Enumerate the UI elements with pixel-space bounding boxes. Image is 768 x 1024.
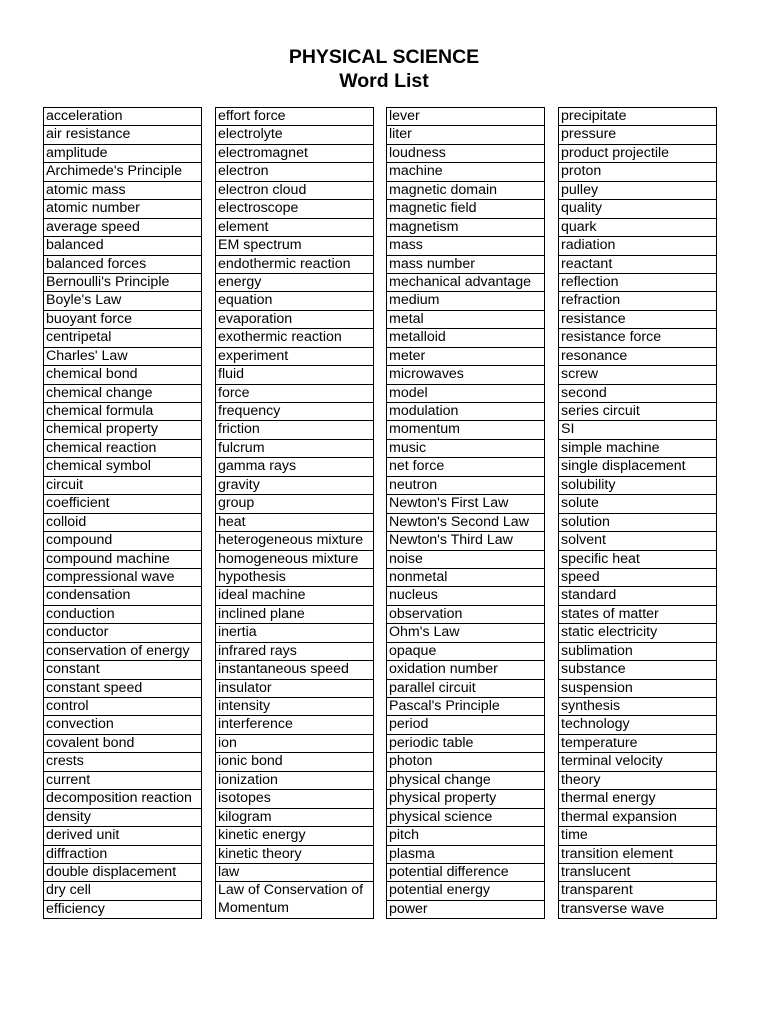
word-cell: kinetic theory: [216, 846, 373, 864]
word-cell: model: [387, 385, 544, 403]
word-cell: precipitate: [559, 108, 716, 126]
word-cell: average speed: [44, 219, 201, 237]
word-cell: nucleus: [387, 587, 544, 605]
word-cell: gravity: [216, 477, 373, 495]
word-cell: evaporation: [216, 311, 373, 329]
word-cell: medium: [387, 292, 544, 310]
word-cell: resonance: [559, 348, 716, 366]
word-cell: proton: [559, 163, 716, 181]
word-cell: colloid: [44, 514, 201, 532]
word-cell: compound: [44, 532, 201, 550]
word-cell: transition element: [559, 846, 716, 864]
word-cell: friction: [216, 421, 373, 439]
word-cell: simple machine: [559, 440, 716, 458]
word-cell: current: [44, 772, 201, 790]
word-cell: theory: [559, 772, 716, 790]
word-cell: kinetic energy: [216, 827, 373, 845]
word-cell: air resistance: [44, 126, 201, 144]
word-cell: instantaneous speed: [216, 661, 373, 679]
word-cell: substance: [559, 661, 716, 679]
word-cell: transparent: [559, 882, 716, 900]
word-cell: balanced: [44, 237, 201, 255]
word-cell: magnetism: [387, 219, 544, 237]
word-cell: time: [559, 827, 716, 845]
word-cell: group: [216, 495, 373, 513]
word-cell: covalent bond: [44, 735, 201, 753]
word-cell: states of matter: [559, 606, 716, 624]
word-cell: magnetic field: [387, 200, 544, 218]
word-cell: chemical formula: [44, 403, 201, 421]
word-cell: balanced forces: [44, 256, 201, 274]
word-cell: quark: [559, 219, 716, 237]
word-cell: Bernoulli's Principle: [44, 274, 201, 292]
word-cell: constant: [44, 661, 201, 679]
word-cell: crests: [44, 753, 201, 771]
word-cell: thermal energy: [559, 790, 716, 808]
word-cell: atomic mass: [44, 182, 201, 200]
word-cell: control: [44, 698, 201, 716]
word-cell: insulator: [216, 680, 373, 698]
word-cell: static electricity: [559, 624, 716, 642]
word-cell: effort force: [216, 108, 373, 126]
word-column-1: [43, 107, 202, 919]
word-cell: double displacement: [44, 864, 201, 882]
word-cell: period: [387, 716, 544, 734]
word-cell: metalloid: [387, 329, 544, 347]
word-cell: fulcrum: [216, 440, 373, 458]
word-cell: transverse wave: [559, 901, 716, 919]
word-cell: temperature: [559, 735, 716, 753]
word-cell: Ohm's Law: [387, 624, 544, 642]
word-cell: SI: [559, 421, 716, 439]
word-cell: music: [387, 440, 544, 458]
word-cell: quality: [559, 200, 716, 218]
word-cell: atomic number: [44, 200, 201, 218]
word-cell: Pascal's Principle: [387, 698, 544, 716]
word-cell: terminal velocity: [559, 753, 716, 771]
word-cell: gamma rays: [216, 458, 373, 476]
word-cell: homogeneous mixture: [216, 551, 373, 569]
word-cell: infrared rays: [216, 643, 373, 661]
word-cell: microwaves: [387, 366, 544, 384]
word-cell: machine: [387, 163, 544, 181]
word-cell: centripetal: [44, 329, 201, 347]
word-cell: chemical change: [44, 385, 201, 403]
word-cell: reactant: [559, 256, 716, 274]
word-cell: amplitude: [44, 145, 201, 163]
word-cell: hypothesis: [216, 569, 373, 587]
word-cell: single displacement: [559, 458, 716, 476]
word-cell: observation: [387, 606, 544, 624]
word-cell: series circuit: [559, 403, 716, 421]
word-cell: periodic table: [387, 735, 544, 753]
word-cell: conservation of energy: [44, 643, 201, 661]
word-cell: ion: [216, 735, 373, 753]
word-cell: radiation: [559, 237, 716, 255]
word-cell: noise: [387, 551, 544, 569]
word-cell: mass: [387, 237, 544, 255]
word-cell: pressure: [559, 126, 716, 144]
word-cell: pitch: [387, 827, 544, 845]
word-cell: potential difference: [387, 864, 544, 882]
word-cell: density: [44, 809, 201, 827]
word-cell: parallel circuit: [387, 680, 544, 698]
word-cell: Boyle's Law: [44, 292, 201, 310]
word-cell: intensity: [216, 698, 373, 716]
word-cell: pulley: [559, 182, 716, 200]
word-cell: resistance: [559, 311, 716, 329]
word-cell: diffraction: [44, 846, 201, 864]
word-cell: force: [216, 385, 373, 403]
word-cell: interference: [216, 716, 373, 734]
word-cell: ionic bond: [216, 753, 373, 771]
word-cell: nonmetal: [387, 569, 544, 587]
word-cell: element: [216, 219, 373, 237]
word-cell: electrolyte: [216, 126, 373, 144]
word-cell: electromagnet: [216, 145, 373, 163]
word-column-3: [386, 107, 545, 919]
word-cell: derived unit: [44, 827, 201, 845]
word-cell: lever: [387, 108, 544, 126]
word-cell: buoyant force: [44, 311, 201, 329]
word-cell: efficiency: [44, 901, 201, 919]
word-cell: energy: [216, 274, 373, 292]
word-cell: Charles' Law: [44, 348, 201, 366]
word-cell: solubility: [559, 477, 716, 495]
word-cell: thermal expansion: [559, 809, 716, 827]
word-column-4: [558, 107, 717, 919]
word-cell: suspension: [559, 680, 716, 698]
word-cell: photon: [387, 753, 544, 771]
word-cell: standard: [559, 587, 716, 605]
word-cell: electroscope: [216, 200, 373, 218]
word-cell: convection: [44, 716, 201, 734]
word-cell: isotopes: [216, 790, 373, 808]
word-cell: loudness: [387, 145, 544, 163]
word-cell: solution: [559, 514, 716, 532]
word-cell: equation: [216, 292, 373, 310]
word-cell: Law of Conservation of Momentum: [216, 882, 373, 919]
word-cell: electron cloud: [216, 182, 373, 200]
word-cell: sublimation: [559, 643, 716, 661]
word-cell: Newton's Second Law: [387, 514, 544, 532]
word-cell: reflection: [559, 274, 716, 292]
word-cell: solute: [559, 495, 716, 513]
subtitle-text: Word List: [339, 70, 429, 92]
word-cell: net force: [387, 458, 544, 476]
word-cell: oxidation number: [387, 661, 544, 679]
word-cell: compound machine: [44, 551, 201, 569]
word-cell: conduction: [44, 606, 201, 624]
word-cell: law: [216, 864, 373, 882]
word-cell: refraction: [559, 292, 716, 310]
word-cell: potential energy: [387, 882, 544, 900]
word-cell: resistance force: [559, 329, 716, 347]
title-text: PHYSICAL SCIENCE: [288, 46, 480, 68]
word-cell: dry cell: [44, 882, 201, 900]
word-cell: chemical bond: [44, 366, 201, 384]
word-cell: experiment: [216, 348, 373, 366]
word-cell: endothermic reaction: [216, 256, 373, 274]
word-cell: Newton's First Law: [387, 495, 544, 513]
document-title: [0, 45, 768, 93]
word-column-2: [215, 107, 374, 919]
word-cell: translucent: [559, 864, 716, 882]
word-cell: EM spectrum: [216, 237, 373, 255]
word-cell: kilogram: [216, 809, 373, 827]
word-cell: circuit: [44, 477, 201, 495]
word-cell: technology: [559, 716, 716, 734]
word-cell: synthesis: [559, 698, 716, 716]
word-cell: neutron: [387, 477, 544, 495]
word-cell: physical science: [387, 809, 544, 827]
word-cell: liter: [387, 126, 544, 144]
word-cell: Newton's Third Law: [387, 532, 544, 550]
word-cell: magnetic domain: [387, 182, 544, 200]
word-cell: Archimede's Principle: [44, 163, 201, 181]
word-cell: exothermic reaction: [216, 329, 373, 347]
word-cell: heat: [216, 514, 373, 532]
word-cell: modulation: [387, 403, 544, 421]
word-cell: condensation: [44, 587, 201, 605]
word-cell: chemical reaction: [44, 440, 201, 458]
word-cell: second: [559, 385, 716, 403]
word-cell: physical property: [387, 790, 544, 808]
word-cell: heterogeneous mixture: [216, 532, 373, 550]
word-cell: solvent: [559, 532, 716, 550]
word-cell: plasma: [387, 846, 544, 864]
word-cell: inertia: [216, 624, 373, 642]
word-cell: frequency: [216, 403, 373, 421]
word-cell: speed: [559, 569, 716, 587]
word-cell: fluid: [216, 366, 373, 384]
word-cell: momentum: [387, 421, 544, 439]
word-cell: chemical property: [44, 421, 201, 439]
word-cell: ideal machine: [216, 587, 373, 605]
word-cell: conductor: [44, 624, 201, 642]
word-cell: compressional wave: [44, 569, 201, 587]
word-cell: decomposition reaction: [44, 790, 201, 808]
word-cell: product projectile: [559, 145, 716, 163]
word-cell: metal: [387, 311, 544, 329]
word-cell: acceleration: [44, 108, 201, 126]
word-cell: mechanical advantage: [387, 274, 544, 292]
word-cell: coefficient: [44, 495, 201, 513]
word-cell: opaque: [387, 643, 544, 661]
word-cell: power: [387, 901, 544, 919]
word-cell: chemical symbol: [44, 458, 201, 476]
word-cell: screw: [559, 366, 716, 384]
word-cell: constant speed: [44, 680, 201, 698]
word-cell: ionization: [216, 772, 373, 790]
word-cell: physical change: [387, 772, 544, 790]
word-cell: specific heat: [559, 551, 716, 569]
word-cell: electron: [216, 163, 373, 181]
word-cell: meter: [387, 348, 544, 366]
word-cell: inclined plane: [216, 606, 373, 624]
word-cell: mass number: [387, 256, 544, 274]
